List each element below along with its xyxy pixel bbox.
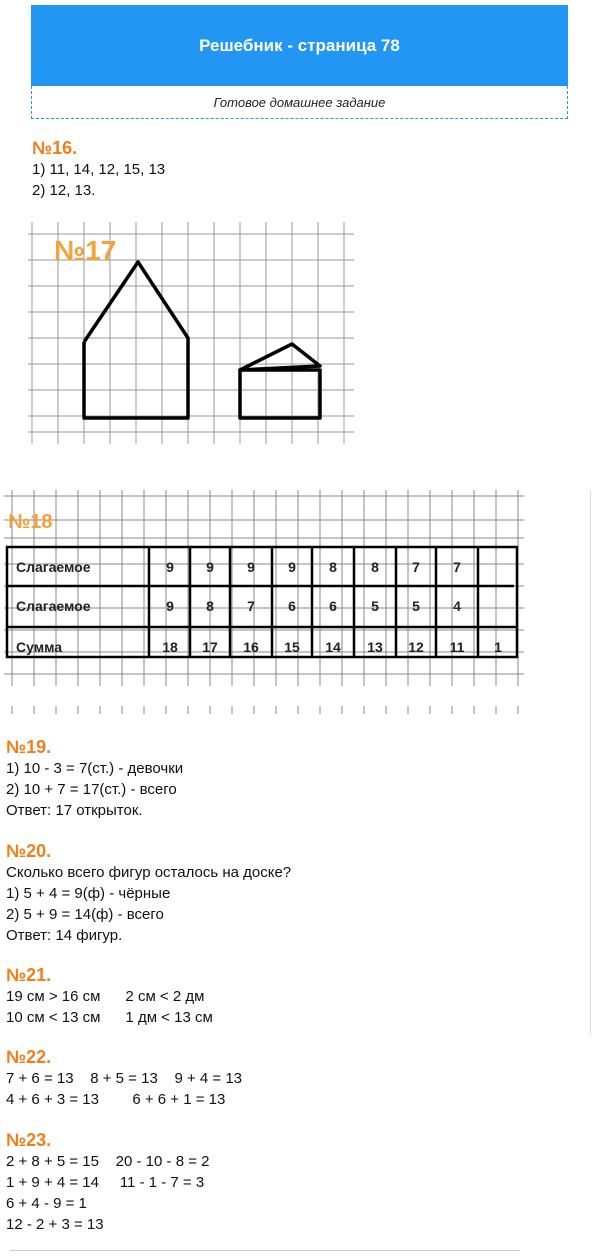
task-number: №21. [6,965,52,985]
answer-line: Ответ: 14 фигур. [6,927,123,944]
table-cell: 7 [247,598,255,614]
table-cell: 18 [162,639,178,655]
table-cell: 1 [494,639,502,655]
table-cell: 6 [329,598,337,614]
page-header [31,5,568,86]
answer-line: 1 + 9 + 4 = 14 11 - 1 - 7 = 3 [6,1174,205,1191]
answer-line: 1) 5 + 4 = 9(ф) - чёрные [6,885,171,902]
task-18-label: №18 [8,511,53,533]
page-subtitle-box [31,86,568,119]
table-cell: 9 [247,559,255,575]
table-cell: 6 [288,598,296,614]
table-cell: 8 [329,559,337,575]
question-line: Сколько всего фигур осталось на доске? [6,864,292,881]
task-number: №16. [32,138,78,158]
table-cell: 5 [371,598,379,614]
answer-line: 2) 12, 13. [32,182,96,199]
table-cell: 4 [453,598,461,614]
task-19 [6,736,183,821]
task-number: №20. [6,841,52,861]
table-cell: 7 [412,559,420,575]
answer-line: 19 см > 16 см 2 см < 2 дм [6,988,205,1005]
box-shape [240,370,320,418]
task-22 [6,1046,242,1110]
table-cell: 11 [449,639,465,655]
table-cell: 8 [371,559,379,575]
table-cell: 15 [284,639,300,655]
task-number: №22. [6,1047,52,1067]
table-row-label: Слагаемое [16,598,91,614]
table-cell: 13 [367,639,383,655]
divider [590,490,591,1035]
table-row-label: Сумма [16,639,63,655]
roof-shape [240,344,320,370]
answer-line: 1) 11, 14, 12, 15, 13 [32,161,166,178]
answer-line: Ответ: 17 открыток. [6,802,143,819]
answer-line: 7 + 6 = 13 8 + 5 = 13 9 + 4 = 13 [6,1070,243,1087]
table-cell: 9 [166,598,174,614]
task-number: №19. [6,737,52,757]
task-18-table [4,490,524,714]
task-number: №23. [6,1130,52,1150]
task-21 [6,964,213,1028]
table-cell: 9 [166,559,174,575]
table-cell: 17 [202,639,218,655]
task-16 [32,137,165,201]
page-title: Решебник - страница 78 [199,35,400,55]
answer-line: 4 + 6 + 3 = 13 6 + 6 + 1 = 13 [6,1091,226,1108]
answer-line: 2) 10 + 7 = 17(ст.) - всего [6,781,177,798]
divider [10,1250,520,1251]
answer-line: 2) 5 + 9 = 14(ф) - всего [6,906,164,923]
table-cell: 5 [412,598,420,614]
table-cell: 12 [408,639,424,655]
table-cell: 16 [243,639,259,655]
table-cell: 9 [206,559,214,575]
answer-line: 2 + 8 + 5 = 15 20 - 10 - 8 = 2 [6,1153,210,1170]
answer-line: 1) 10 - 3 = 7(ст.) - девочки [6,760,184,777]
page-subtitle: Готовое домашнее задание [213,94,386,110]
task-17-label: №17 [54,235,117,266]
answer-line: 12 - 2 + 3 = 13 [6,1216,104,1233]
table-cell: 7 [453,559,461,575]
table-cell: 9 [288,559,296,575]
table-cell: 14 [325,639,341,655]
task-20 [6,840,291,946]
task-23 [6,1129,209,1235]
table-row-label: Слагаемое [16,559,91,575]
task-17-figure [28,222,354,444]
answer-line: 6 + 4 - 9 = 1 [6,1195,87,1212]
table-cell: 8 [206,598,214,614]
answer-line: 10 см < 13 см 1 дм < 13 см [6,1009,213,1026]
